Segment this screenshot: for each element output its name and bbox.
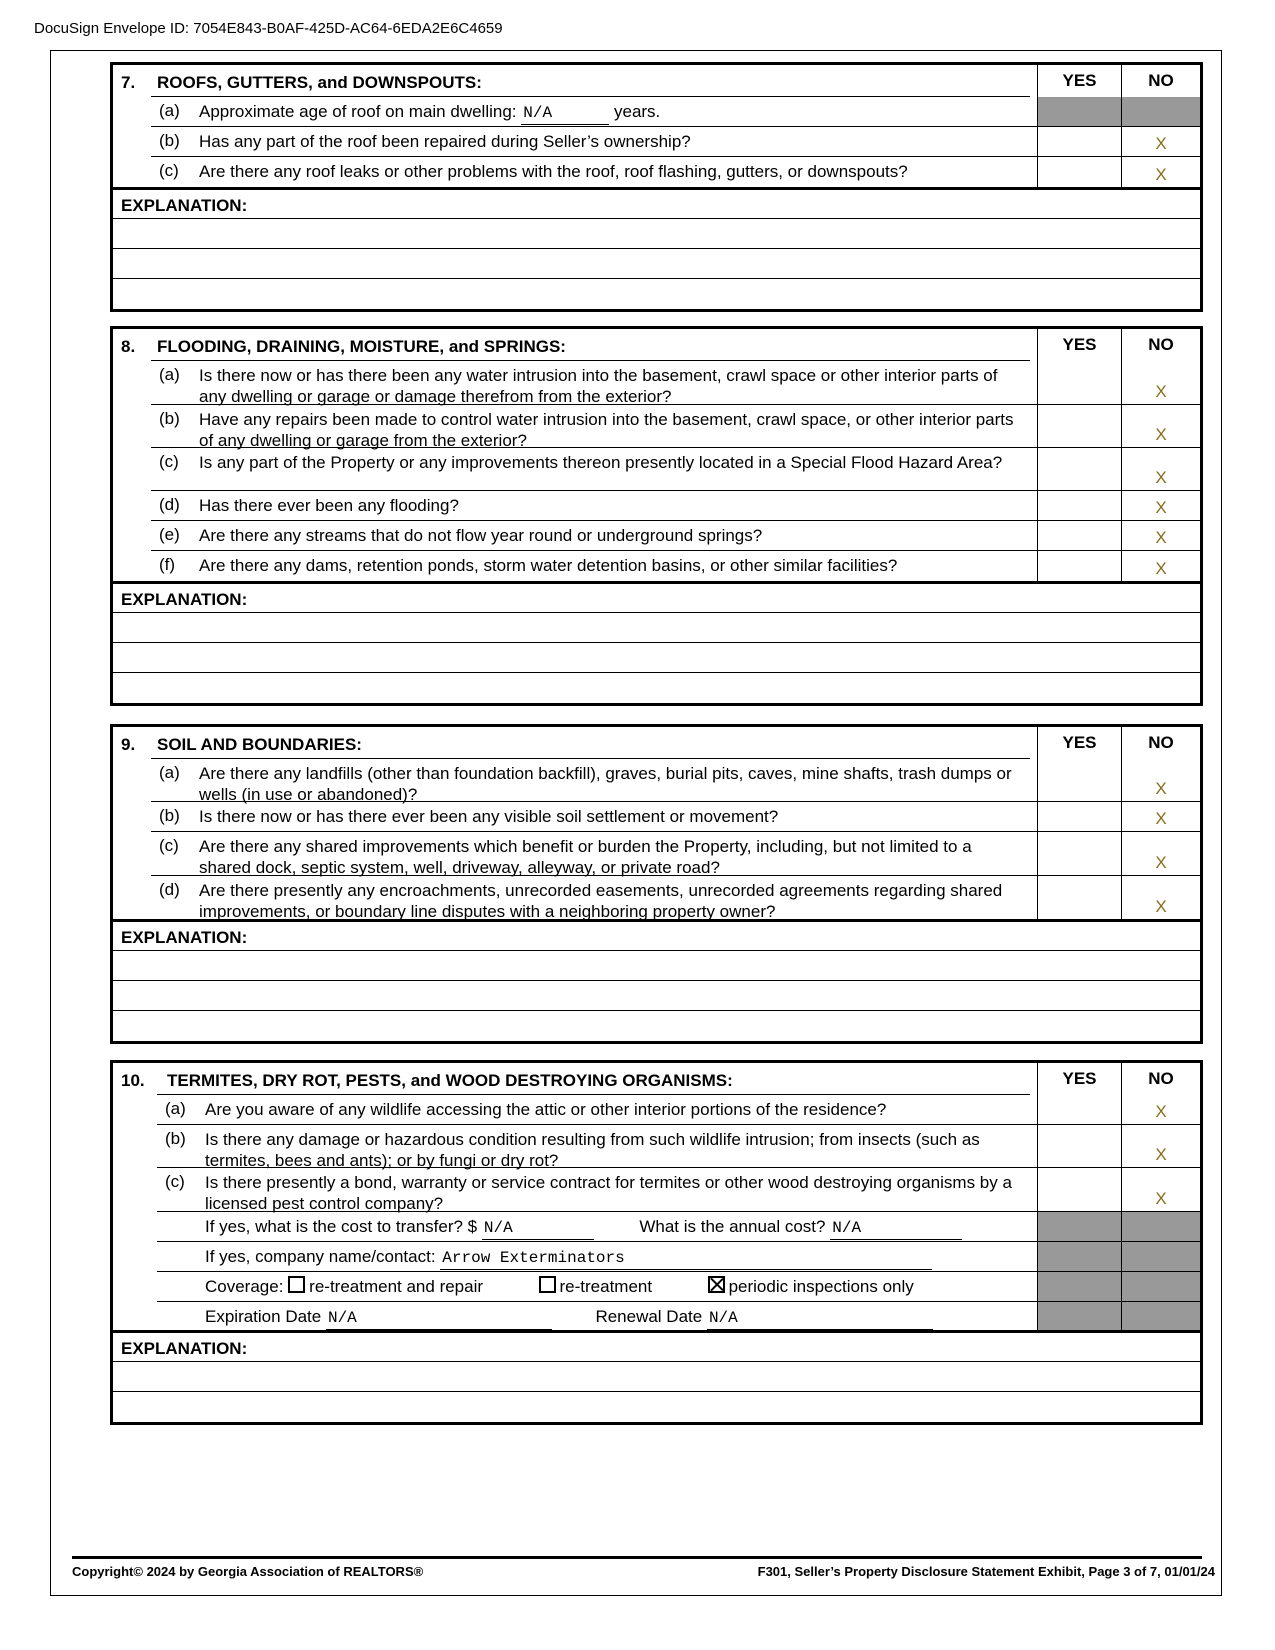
question-letter: (f) — [159, 555, 176, 574]
explanation-label: EXPLANATION: — [121, 1339, 248, 1358]
section-termites — [110, 1060, 1203, 1425]
yes-column-header — [1037, 65, 1121, 97]
no-column-header — [1121, 1063, 1200, 1095]
no-cell — [1121, 97, 1200, 126]
explanation-label: EXPLANATION: — [121, 928, 248, 947]
section-number: 7. — [121, 73, 136, 92]
yes-cell — [1037, 1212, 1121, 1241]
question-text: Are there any dams, retention ponds, storm water detention basins, or other similar facilities? — [199, 556, 898, 575]
yes-checkbox[interactable] — [1037, 361, 1121, 404]
question-text: Has there ever been any flooding? — [199, 496, 459, 515]
no-label: NO — [1148, 733, 1174, 752]
yes-cell — [1037, 97, 1121, 126]
yes-checkbox[interactable] — [1037, 157, 1121, 187]
explanation-line[interactable] — [113, 613, 1200, 643]
yes-cell — [1037, 1242, 1121, 1271]
section-soil-boundaries — [110, 724, 1203, 1044]
question-row — [151, 97, 1200, 127]
no-checkbox[interactable] — [1121, 1095, 1200, 1124]
question-text: Approximate age of roof on main dwelling: — [199, 102, 517, 121]
yes-checkbox[interactable] — [1037, 876, 1121, 919]
question-text: Is there presently a bond, warranty or service contract for termites or other wood destroying organisms by a licensed pest control company? — [205, 1173, 1012, 1213]
expiration-label: Expiration Date — [205, 1307, 322, 1326]
explanation-line[interactable] — [113, 219, 1200, 249]
section-header — [113, 1063, 1200, 1095]
no-mark: X — [1155, 1102, 1167, 1121]
coverage-option-label: re-treatment and repair — [309, 1277, 484, 1296]
coverage-periodic-inspections-checkbox[interactable] — [708, 1276, 725, 1293]
section-number: 8. — [121, 337, 136, 356]
renewal-label: Renewal Date — [595, 1307, 703, 1326]
coverage-option-label: periodic inspections only — [728, 1277, 914, 1296]
explanation-label: EXPLANATION: — [121, 590, 248, 609]
no-mark: X — [1155, 1145, 1167, 1164]
question-letter: (a) — [165, 1099, 186, 1118]
no-checkbox[interactable] — [1121, 361, 1200, 404]
question-letter: (b) — [159, 409, 180, 428]
cost-transfer-label: If yes, what is the cost to transfer? $ — [205, 1217, 478, 1236]
cost-transfer-field[interactable]: N/A — [482, 1218, 594, 1240]
explanation-line[interactable] — [113, 643, 1200, 673]
question-text: Are there presently any encroachments, unrecorded easements, unrecorded agreements regarding shared improvements, or boundary line disputes with a neighboring property owner? — [199, 881, 1003, 921]
no-mark: X — [1155, 779, 1167, 798]
yes-checkbox[interactable] — [1037, 759, 1121, 801]
question-row — [151, 521, 1200, 551]
question-letter: (a) — [159, 101, 180, 120]
explanation-header — [113, 919, 1200, 951]
question-letter: (c) — [159, 836, 179, 855]
question-row — [157, 1095, 1200, 1125]
explanation-header — [113, 187, 1200, 219]
no-column-header — [1121, 65, 1200, 97]
question-text: Are there any streams that do not flow year round or underground springs? — [199, 526, 763, 545]
question-letter: (b) — [159, 131, 180, 150]
question-text: Have any repairs been made to control water intrusion into the basement, crawl space, or other interior parts of any dwelling or garage from the exterior? — [199, 410, 1014, 450]
no-checkbox[interactable] — [1121, 491, 1200, 520]
section-title: ROOFS, GUTTERS, and DOWNSPOUTS: — [157, 73, 482, 92]
envelope-id: DocuSign Envelope ID: 7054E843-B0AF-425D-AC64-6EDA2E6C4659 — [34, 20, 503, 37]
question-row — [151, 448, 1200, 491]
expiration-date-field[interactable]: N/A — [326, 1308, 552, 1330]
yes-checkbox[interactable] — [1037, 551, 1121, 581]
question-row — [151, 759, 1200, 802]
yes-label: YES — [1062, 733, 1097, 752]
no-checkbox[interactable] — [1121, 802, 1200, 831]
yes-checkbox[interactable] — [1037, 1168, 1121, 1211]
question-text: Is there now or has there been any water intrusion into the basement, crawl space or other interior parts of any dwelling or garage or damage therefrom from the exterior? — [199, 366, 998, 406]
no-label: NO — [1148, 335, 1174, 354]
no-checkbox[interactable] — [1121, 157, 1200, 187]
question-letter: (a) — [159, 763, 180, 782]
question-row — [151, 876, 1200, 919]
coverage-retreatment-repair-checkbox[interactable] — [288, 1276, 305, 1293]
question-row — [157, 1125, 1200, 1168]
question-letter: (d) — [159, 880, 180, 899]
question-letter: (c) — [159, 161, 179, 180]
no-cell — [1121, 1242, 1200, 1271]
no-checkbox[interactable] — [1121, 1125, 1200, 1167]
explanation-label: EXPLANATION: — [121, 196, 248, 215]
yes-cell — [1037, 1272, 1121, 1301]
annual-cost-label: What is the annual cost? — [639, 1217, 826, 1236]
section-header — [113, 329, 1200, 361]
yes-checkbox[interactable] — [1037, 448, 1121, 490]
annual-cost-field[interactable]: N/A — [830, 1218, 962, 1240]
question-row — [151, 832, 1200, 876]
no-checkbox[interactable] — [1121, 832, 1200, 875]
no-mark: X — [1155, 134, 1167, 153]
no-mark: X — [1155, 897, 1167, 916]
yes-checkbox[interactable] — [1037, 802, 1121, 831]
no-mark: X — [1155, 528, 1167, 547]
no-mark: X — [1155, 165, 1167, 184]
no-label: NO — [1148, 1069, 1174, 1088]
footer-copyright: Copyright© 2024 by Georgia Association of REALTORS® — [72, 1564, 424, 1579]
section-roofs — [110, 62, 1203, 312]
yes-column-header — [1037, 727, 1121, 759]
explanation-line[interactable] — [113, 249, 1200, 279]
no-mark: X — [1155, 382, 1167, 401]
no-mark: X — [1155, 468, 1167, 487]
question-row — [157, 1168, 1200, 1212]
footer-form-id: F301, Seller’s Property Disclosure Statement Exhibit, Page 3 of 7, 01/01/24 — [757, 1564, 1215, 1579]
no-column-header — [1121, 727, 1200, 759]
no-cell — [1121, 1212, 1200, 1241]
question-letter: (c) — [165, 1172, 185, 1191]
explanation-header — [113, 581, 1200, 613]
coverage-option-label: re-treatment — [559, 1277, 653, 1296]
yes-checkbox[interactable] — [1037, 1095, 1121, 1124]
renewal-date-field[interactable]: N/A — [707, 1308, 933, 1330]
no-checkbox[interactable] — [1121, 405, 1200, 447]
no-checkbox[interactable] — [1121, 551, 1200, 581]
coverage-label: Coverage: — [205, 1277, 284, 1296]
yes-checkbox[interactable] — [1037, 832, 1121, 875]
question-letter: (a) — [159, 365, 180, 384]
no-cell — [1121, 1302, 1200, 1330]
question-text: Is any part of the Property or any improvements thereon presently located in a Special Flood Hazard Area? — [199, 453, 1003, 472]
company-row — [157, 1242, 1200, 1272]
yes-column-header — [1037, 1063, 1121, 1095]
no-checkbox[interactable] — [1121, 759, 1200, 801]
question-text: Are there any shared improvements which benefit or burden the Property, including, but not limited to a shared dock, septic system, well, driveway, alleyway, or private road? — [199, 837, 972, 877]
question-row — [151, 802, 1200, 832]
yes-checkbox[interactable] — [1037, 1125, 1121, 1167]
no-mark: X — [1155, 853, 1167, 872]
no-mark: X — [1155, 559, 1167, 578]
section-title: TERMITES, DRY ROT, PESTS, and WOOD DESTROYING ORGANISMS: — [167, 1071, 733, 1090]
no-mark: X — [1155, 1189, 1167, 1208]
no-cell — [1121, 1272, 1200, 1301]
question-letter: (c) — [159, 452, 179, 471]
section-flooding — [110, 326, 1203, 706]
question-text: Are you aware of any wildlife accessing the attic or other interior portions of the residence? — [205, 1100, 887, 1119]
coverage-row — [157, 1272, 1200, 1302]
yes-checkbox[interactable] — [1037, 521, 1121, 550]
question-text: Are there any landfills (other than foundation backfill), graves, burial pits, caves, mine shafts, trash dumps or wells (in use or abandoned)? — [199, 764, 1012, 804]
no-checkbox[interactable] — [1121, 1168, 1200, 1211]
question-letter: (d) — [159, 495, 180, 514]
explanation-line[interactable] — [113, 1011, 1200, 1041]
coverage-retreatment-checkbox[interactable] — [539, 1276, 556, 1293]
question-letter: (b) — [159, 806, 180, 825]
section-number: 9. — [121, 735, 136, 754]
yes-checkbox[interactable] — [1037, 405, 1121, 447]
question-row — [151, 491, 1200, 521]
section-header — [113, 727, 1200, 759]
no-mark: X — [1155, 498, 1167, 517]
explanation-line[interactable] — [113, 951, 1200, 981]
section-title: SOIL AND BOUNDARIES: — [157, 735, 362, 754]
question-row — [151, 127, 1200, 157]
dates-row — [157, 1302, 1200, 1330]
no-label: NO — [1148, 71, 1174, 90]
question-row — [151, 551, 1200, 581]
company-field[interactable]: Arrow Exterminators — [440, 1248, 932, 1270]
yes-checkbox[interactable] — [1037, 491, 1121, 520]
explanation-header — [113, 1330, 1200, 1362]
roof-age-field[interactable]: N/A — [521, 103, 609, 125]
no-column-header — [1121, 329, 1200, 361]
section-title: FLOODING, DRAINING, MOISTURE, and SPRINGS: — [157, 337, 566, 356]
yes-label: YES — [1062, 1069, 1097, 1088]
section-header — [113, 65, 1200, 97]
explanation-line[interactable] — [113, 1362, 1200, 1392]
section-number: 10. — [121, 1071, 145, 1090]
footer-rule — [72, 1556, 1202, 1559]
question-row — [151, 157, 1200, 187]
question-letter: (b) — [165, 1129, 186, 1148]
explanation-line[interactable] — [113, 1392, 1200, 1422]
question-text: Are there any roof leaks or other problems with the roof, roof flashing, gutters, or downspouts? — [199, 162, 908, 181]
explanation-line[interactable] — [113, 981, 1200, 1011]
question-text: Has any part of the roof been repaired during Seller’s ownership? — [199, 132, 691, 151]
question-letter: (e) — [159, 525, 180, 544]
question-row — [151, 361, 1200, 405]
explanation-line[interactable] — [113, 673, 1200, 703]
yes-cell — [1037, 1302, 1121, 1330]
no-mark: X — [1155, 425, 1167, 444]
yes-checkbox[interactable] — [1037, 127, 1121, 156]
no-checkbox[interactable] — [1121, 521, 1200, 550]
question-text-suffix: years. — [613, 102, 661, 121]
no-checkbox[interactable] — [1121, 448, 1200, 490]
no-checkbox[interactable] — [1121, 876, 1200, 919]
question-row — [151, 405, 1200, 448]
yes-column-header — [1037, 329, 1121, 361]
question-text: Is there any damage or hazardous condition resulting from such wildlife intrusion; from insects (such as termites, bees and ants); or by fungi or dry rot? — [205, 1130, 980, 1170]
no-mark: X — [1155, 809, 1167, 828]
yes-label: YES — [1062, 71, 1097, 90]
company-label: If yes, company name/contact: — [205, 1247, 436, 1266]
cost-row — [157, 1212, 1200, 1242]
question-text: Is there now or has there ever been any visible soil settlement or movement? — [199, 807, 779, 826]
explanation-line[interactable] — [113, 279, 1200, 309]
no-checkbox[interactable] — [1121, 127, 1200, 156]
yes-label: YES — [1062, 335, 1097, 354]
